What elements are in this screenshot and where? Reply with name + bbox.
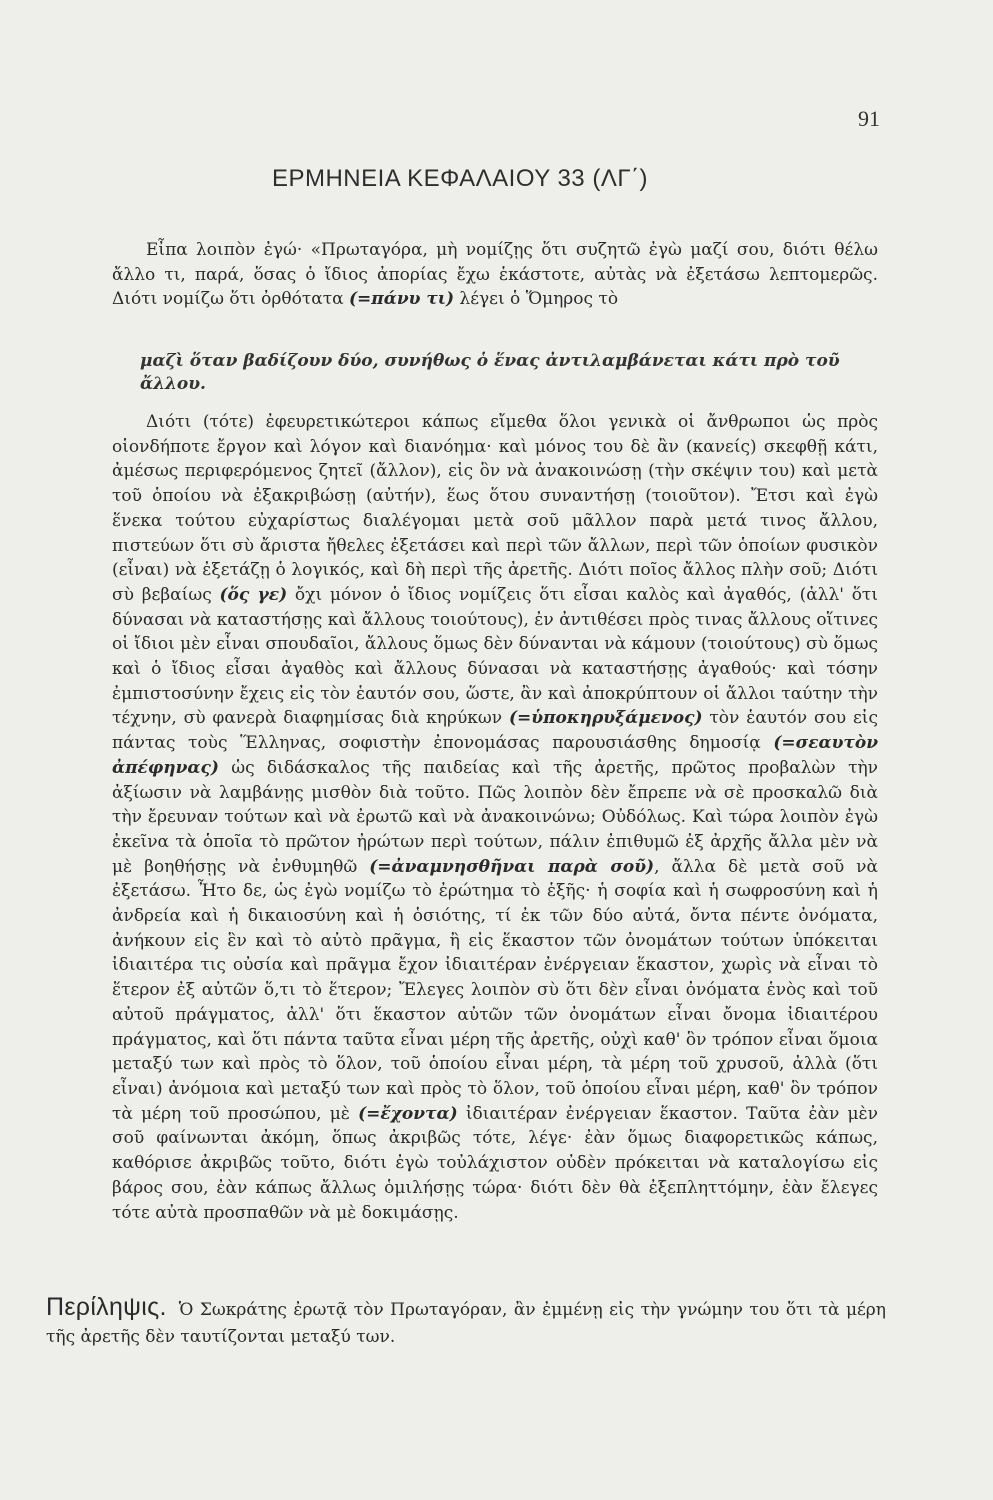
- gloss: (=ἔχοντα): [358, 1103, 458, 1124]
- paragraph-main: [112, 410, 878, 1225]
- paragraph-text: Διότι (τότε) ἐφευρετικώτεροι κάπως εἴμεθα ὅλοι γενικὰ οἱ ἄνθρωποι ὡς πρὸς οἱονδήποτε ἔργον καὶ λόγον καὶ διανόημα· καὶ μόνος του δὲ ἂν (κανείς) σκεφθῇ κάτι, ἀμέσως περιφερόμενος ζητεῖ (ἄλλον), εἰς ὃν νὰ ἀνακοινώσῃ (τὴν σκέψιν του) καὶ μετὰ τοῦ ὁποίου νὰ ἐξακριβώσῃ (αὐτήν), ἕως ὅτου συναντήσῃ (τοιοῦτον). Ἔτσι καὶ ἐγὼ ἕνεκα τούτου εὐχαρίστως διαλέγομαι μετὰ σοῦ μᾶλλον παρὰ μετά τινος ἄλλου, πιστεύων ὅτι σὺ ἄριστα ἤθελες ἐξετάσει καὶ περὶ τῶν ἄλλων, περὶ τῶν ὁποίων φυσικὸν (εἶναι) νὰ ἐξετάζῃ ὁ λογικός, καὶ δὴ περὶ τῆς ἀρετῆς. Διότι ποῖος ἄλλος πλὴν σοῦ; Διότι σὺ βεβαίως: [112, 412, 878, 605]
- gloss: (ὅς γε): [219, 584, 288, 605]
- page-number: 91: [858, 106, 880, 131]
- gloss: (=σεαυτὸν ἀπέφηνας): [112, 733, 878, 778]
- paragraph-text: ἰδιαιτέραν ἐνέργειαν ἕκαστον. Ταῦτα ἐὰν μὲν σοῦ φαίνωνται ἀκόμη, ὅπως ἀκριβῶς τότε, λέγε· ἐὰν ὅμως διαφορετικῶς κάπως, καθόρισε ἀκριβῶς τοῦτο, διότι ἐγὼ τοὐλάχιστον οὐδὲν πρόκειται νὰ καταλογίσω εἰς βάρος σου, ἐὰν κάπως ἄλλως ὁμιλήσῃς τώρα· διότι δὲν θὰ ἐξεπληττόμην, ἐὰν ἔλεγες τότε αὐτὰ προσπαθῶν νὰ μὲ δοκιμάσῃς.: [112, 1103, 878, 1223]
- summary-text: Ὁ Σωκράτης ἐρωτᾷ τὸν Πρωταγόραν, ἂν ἐμμένῃ εἰς τὴν γνώμην του ὅτι τὰ μέρη τῆς ἀρετῆς δὲν ταυτίζονται μεταξύ των.: [46, 1300, 886, 1347]
- paragraph-text: , ἄλλα δὲ μετὰ σοῦ νὰ ἐξετάσω. Ἦτο δε, ὡς ἐγὼ νομίζω τὸ ἐρώτημα τὸ ἑξῆς· ἡ σοφία καὶ ἡ σωφροσύνη καὶ ἡ ἀνδρεία καὶ ἡ δικαιοσύνη καὶ ἡ ὁσιότης, τί ἐκ τῶν δύο αὐτά, ὄντα πέντε ὀνόματα, ἀνήκουν εἰς ἓν καὶ τὸ αὐτὸ πρᾶγμα, ἢ εἰς ἕκαστον τῶν ὀνομάτων τούτων ὑπόκειται ἰδιαιτέρα τις οὐσία καὶ πρᾶγμα ἔχον ἰδιαιτέραν ἐνέργειαν ἕκαστον, χωρὶς νὰ εἶναι τὸ ἕτερον ἐξ αὐτῶν ὅ,τι τὸ ἕτερον; Ἔλεγες λοιπὸν σὺ ὅτι δὲν εἶναι ὀνόματα ἑνὸς καὶ τοῦ αὐτοῦ πράγματος, ἀλλ' ὅτι ἕκαστον αὐτῶν τῶν ὀνομάτων εἶναι ὄνομα ἰδιαιτέρου πράγματος, καὶ ὅτι πάντα ταῦτα εἶναι μέρη τῆς ἀρετῆς, οὐχὶ καθ' ὃν τρόπον εἶναι ὅμοια μεταξύ των καὶ πρὸς τὸ ὅλον, τοῦ ὁποίου εἶναι μέρη, τὰ μέρη τοῦ χρυσοῦ, ἀλλὰ (ὅτι εἶναι) ἀνόμοια καὶ μεταξύ των καὶ πρὸς τὸ ὅλον, τοῦ ὁποίου εἶναι μέρη, καθ' ὃν τρόπον τὰ μέρη τοῦ προσώπου, μὲ: [112, 856, 878, 1124]
- homer-quote: μαζὶ ὅταν βαδίζουν δύο, συνήθως ὁ ἕνας ἀντιλαμβάνεται κάτι πρὸ τοῦ ἄλλου.: [140, 351, 840, 394]
- paragraph-text: Εἶπα λοιπὸν ἐγώ· «Πρωταγόρα, μὴ νομίζῃς ὅτι συζητῶ ἐγὼ μαζί σου, διότι θέλω ἄλλο τι, παρά, ὅσας ὁ ἴδιος ἀπορίας ἔχω ἑκάστοτε, αὐτὰς νὰ ἐξετάσω λεπτομερῶς. Διότι νομίζω ὅτι ὀρθότατα: [112, 240, 878, 310]
- paragraph-text: ὡς διδάσκαλος τῆς παιδείας καὶ τῆς ἀρετῆς, πρῶτος προβαλὼν τὴν ἀξίωσιν νὰ λαμβάνῃς μισθὸν διὰ τοῦτο. Πῶς λοιπὸν δὲν ἔπρεπε νὰ σὲ προσκαλῶ διὰ τὴν ἔρευναν τούτων καὶ νὰ ἐρωτῶ καὶ νὰ ἀνακοινώνω; Οὐδόλως. Καὶ τώρα λοιπὸν ἐγὼ ἐκεῖνα τὰ ὁποῖα τὸ πρῶτον ἠρώτων περὶ τούτων, πάλιν ἐπιθυμῶ ἐξ ἀρχῆς ἄλλα μὲν νὰ μὲ βοηθήσῃς νὰ ἐνθυμηθῶ: [112, 757, 878, 877]
- summary: [46, 1294, 886, 1351]
- gloss: (=ἀναμνησθῆναι παρὰ σοῦ): [369, 856, 655, 877]
- gloss: (=ὑποκηρυξάμενος): [508, 708, 703, 729]
- paragraph-text: λέγει ὁ Ὅμηρος τὸ: [454, 289, 619, 310]
- paragraph-intro: [112, 238, 878, 312]
- summary-label: Περίληψις.: [46, 1293, 167, 1321]
- paragraph-text: ὄχι μόνον ὁ ἴδιος νομίζεις ὅτι εἶσαι καλὸς καὶ ἀγαθός, (ἀλλ' ὅτι δύνασαι νὰ καταστήσῃς καὶ ἄλλους τοιούτους), ἐν ἀντιθέσει πρὸς τινας ἄλλους οἵτινες οἱ ἴδιοι μὲν εἶναι σπουδαῖοι, ἄλλους ὅμως δὲν δύνανται νὰ κάμουν (τοιούτους) σὺ ὅμως καὶ ὁ ἴδιος εἶσαι ἀγαθὸς καὶ ἄλλους δύνασαι νὰ καταστήσῃς ἀγαθούς· καὶ τόσην ἐμπιστοσύνην ἔχεις εἰς τὸν ἑαυτόν σου, ὥστε, ἂν καὶ ἀποκρύπτουν οἱ ἄλλοι ταύτην τὴν τέχνην, σὺ φανερὰ διαφημίσας διὰ κηρύκων: [112, 584, 878, 729]
- gloss: (=πάνυ τι): [349, 289, 455, 310]
- chapter-heading: ΕΡΜΗΝΕΙΑ ΚΕΦΑΛΑΙΟΥ 33 (ΛΓ΄): [271, 165, 649, 192]
- paragraph-text: τὸν ἑαυτόν σου εἰς πάντας τοὺς Ἕλληνας, σοφιστὴν ἐπονομάσας παρουσιάσθης δημοσίᾳ: [112, 708, 878, 754]
